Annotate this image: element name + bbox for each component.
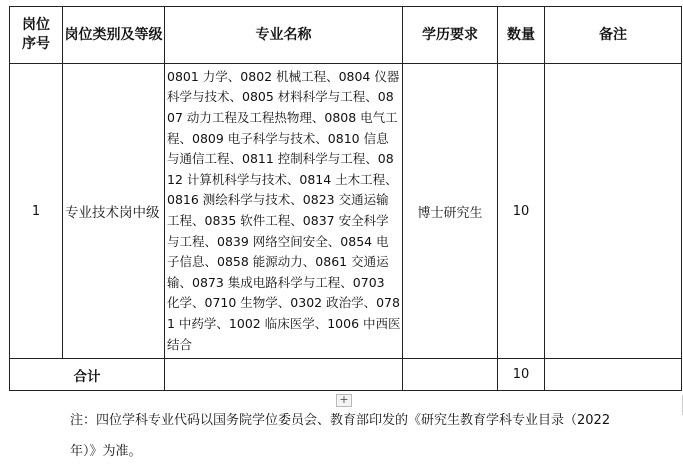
cell-education: 博士研究生: [403, 64, 498, 359]
table-row: [10, 64, 682, 359]
cell-remarks: [545, 64, 682, 359]
cell-seq: 1: [10, 64, 63, 359]
table-total-row: [10, 359, 682, 391]
header-seq: [10, 7, 63, 64]
header-category: 岗位类别及等级: [63, 7, 165, 64]
header-seq-line2: 序号: [22, 36, 50, 52]
total-major-cell: [165, 359, 403, 391]
total-count: 10: [498, 359, 545, 391]
position-table: [9, 6, 682, 391]
header-seq-line1: 岗位: [22, 17, 50, 33]
total-label: 合计: [10, 359, 165, 391]
total-remarks-cell: [545, 359, 682, 391]
header-count: 数量: [498, 7, 545, 64]
footnote: 注：四位学科专业代码以国务院学位委员会、教育部印发的《研究生教育学科专业目录（2022年）》为准。: [70, 413, 611, 459]
header-remarks: 备注: [545, 7, 682, 64]
add-row-handle-icon[interactable]: +: [336, 394, 352, 407]
total-education-cell: [403, 359, 498, 391]
cell-category: 专业技术岗中级: [63, 64, 165, 359]
header-education: 学历要求: [403, 7, 498, 64]
cell-major: 0801 力学、0802 机械工程、0804 仪器科学与技术、0805 材料科学与工程、0807 动力工程及工程热物理、0808 电气工程、0809 电子科学与技术、0810 信息与通信工程、0811 控制科学与工程、0812 计算机科学与技术、0814 土木工程、0816 测绘科学与技术、0823 交通运输工程、0835 软件工程、0837 安全科学与工程、0839 网络空间安全、0854 电子信息、0858 能源动力、0861 交通运输、0873 集成电路科学与工程、0703 化学、0710 生物学、0302 政治学、0781 中药学、1002 临床医学、1006 中西医结合: [165, 64, 403, 359]
cell-count: 10: [498, 64, 545, 359]
header-major: 专业名称: [165, 7, 403, 64]
table-header-row: [10, 7, 682, 64]
